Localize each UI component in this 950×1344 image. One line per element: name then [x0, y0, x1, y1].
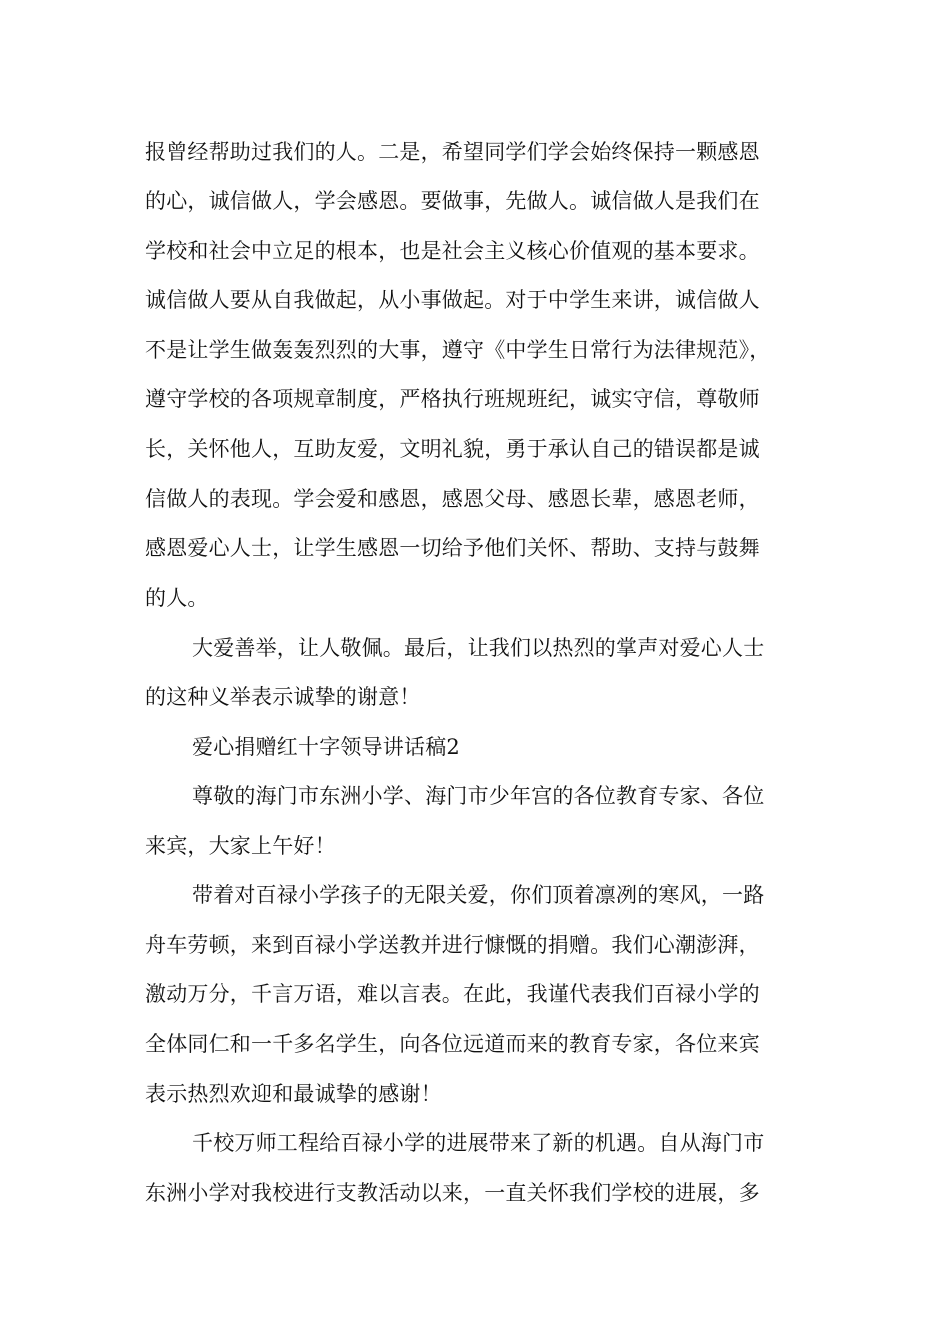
text-line: 舟车劳顿，来到百禄小学送教并进行慷慨的捐赠。我们心潮澎湃，: [145, 933, 760, 957]
text-line: 学校和社会中立足的根本，也是社会主义核心价值观的基本要求。: [145, 239, 760, 263]
text-line: 遵守学校的各项规章制度，严格执行班规班纪，诚实守信，尊敬师: [145, 387, 760, 411]
text-line: 报曾经帮助过我们的人。二是，希望同学们学会始终保持一颗感恩: [145, 140, 760, 164]
text-line: 感恩爱心人士，让学生感恩一切给予他们关怀、帮助、支持与鼓舞: [145, 536, 760, 560]
paragraph-start-line: 带着对百禄小学孩子的无限关爱，你们顶着凛冽的寒风，一路: [192, 883, 765, 907]
text-line: 表示热烈欢迎和最诚挚的感谢！: [145, 1082, 442, 1106]
text-line: 不是让学生做轰轰烈烈的大事，遵守《中学生日常行为法律规范》，: [145, 338, 771, 362]
text-line: 长，关怀他人，互助友爱，文明礼貌，勇于承认自己的错误都是诚: [145, 437, 760, 461]
text-line: 全体同仁和一千多名学生，向各位远道而来的教育专家，各位来宾: [145, 1032, 760, 1056]
text-line: 东洲小学对我校进行支教活动以来，一直关怀我们学校的进展，多: [145, 1181, 760, 1205]
paragraph-start-line: 千校万师工程给百禄小学的进展带来了新的机遇。自从海门市: [192, 1131, 765, 1155]
paragraph-start-line: 大爱善举，让人敬佩。最后，让我们以热烈的掌声对爱心人士: [192, 636, 765, 660]
text-line: 信做人的表现。学会爱和感恩，感恩父母、感恩长辈，感恩老师，: [145, 487, 760, 511]
text-line: 的这种义举表示诚挚的谢意！: [145, 685, 421, 709]
text-line: 激动万分，千言万语，难以言表。在此，我谨代表我们百禄小学的: [145, 982, 760, 1006]
text-line: 的人。: [145, 586, 209, 610]
text-line: 的心，诚信做人，学会感恩。要做事，先做人。诚信做人是我们在: [145, 189, 760, 213]
text-line: 来宾，大家上午好！: [145, 834, 336, 858]
text-line: 诚信做人要从自我做起，从小事做起。对于中学生来讲，诚信做人: [145, 288, 760, 312]
paragraph-start-line: 尊敬的海门市东洲小学、海门市少年宫的各位教育专家、各位: [192, 784, 765, 808]
section-heading: 爱心捐赠红十字领导讲话稿2: [192, 735, 460, 759]
